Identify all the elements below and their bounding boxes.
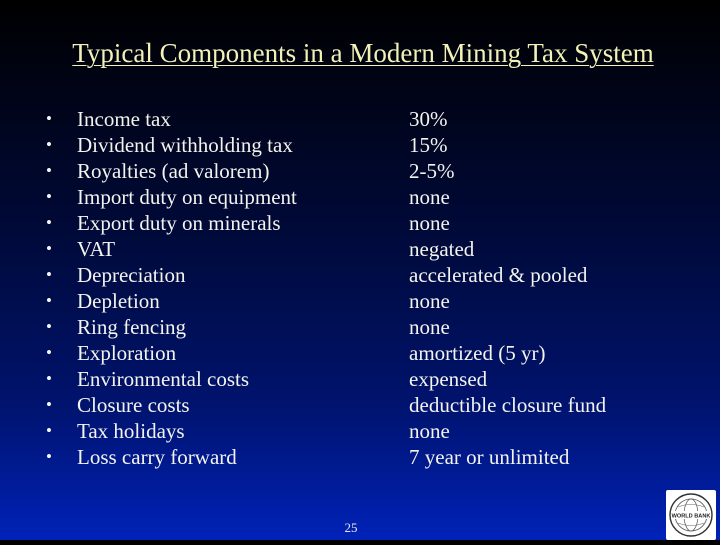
bullet-icon: • — [46, 447, 52, 466]
logo-text: WORLD BANK — [671, 513, 711, 520]
list-item — [46, 106, 686, 132]
component-name: Ring fencing — [77, 315, 187, 339]
component-value: none — [409, 419, 450, 443]
component-value: 7 year or unlimited — [409, 445, 570, 469]
component-name: VAT — [77, 237, 116, 261]
world-bank-logo-icon — [666, 490, 716, 540]
component-value: amortized (5 yr) — [409, 341, 546, 365]
component-value: negated — [409, 237, 475, 261]
bullet-icon: • — [46, 213, 52, 232]
bullet-icon: • — [46, 395, 52, 414]
bullet-icon: • — [46, 187, 52, 206]
component-value: none — [409, 211, 450, 235]
component-name: Loss carry forward — [77, 445, 237, 469]
list-item — [46, 314, 686, 340]
component-name: Dividend withholding tax — [77, 133, 293, 157]
component-value: accelerated & pooled — [409, 263, 588, 287]
component-name: Environmental costs — [77, 367, 250, 391]
bullet-icon: • — [46, 109, 52, 128]
list-item — [46, 418, 686, 444]
bullet-icon: • — [46, 343, 52, 362]
component-name: Depreciation — [77, 263, 186, 287]
component-name: Tax holidays — [77, 419, 185, 443]
component-value: expensed — [409, 367, 488, 391]
list-item — [46, 444, 686, 470]
list-item — [46, 184, 686, 210]
list-item — [46, 392, 686, 418]
component-value: none — [409, 289, 450, 313]
component-value: none — [409, 315, 450, 339]
bullet-icon: • — [46, 317, 52, 336]
component-value: none — [409, 185, 450, 209]
list-item — [46, 340, 686, 366]
bullet-icon: • — [46, 421, 52, 440]
bullet-icon: • — [46, 161, 52, 180]
component-value: 30% — [409, 107, 448, 131]
component-value: 2-5% — [409, 159, 455, 183]
bullet-icon: • — [46, 265, 52, 284]
bullet-icon: • — [46, 239, 52, 258]
list-item — [46, 236, 686, 262]
list-item — [46, 158, 686, 184]
component-value: 15% — [409, 133, 448, 157]
component-name: Royalties (ad valorem) — [77, 159, 270, 183]
list-item — [46, 132, 686, 158]
slide-title: Typical Components in a Modern Mining Tax System — [72, 38, 654, 68]
list-item — [46, 210, 686, 236]
list-item — [46, 262, 686, 288]
bullet-icon: • — [46, 369, 52, 388]
component-name: Export duty on minerals — [77, 211, 281, 235]
component-list — [46, 106, 686, 470]
list-item — [46, 366, 686, 392]
component-name: Exploration — [77, 341, 177, 365]
bullet-icon: • — [46, 135, 52, 154]
component-name: Income tax — [77, 107, 171, 131]
component-value: deductible closure fund — [409, 393, 607, 417]
page-number: 25 — [344, 520, 358, 535]
bullet-icon: • — [46, 291, 52, 310]
component-name: Depletion — [77, 289, 160, 313]
component-name: Closure costs — [77, 393, 190, 417]
component-name: Import duty on equipment — [77, 185, 297, 209]
list-item — [46, 288, 686, 314]
